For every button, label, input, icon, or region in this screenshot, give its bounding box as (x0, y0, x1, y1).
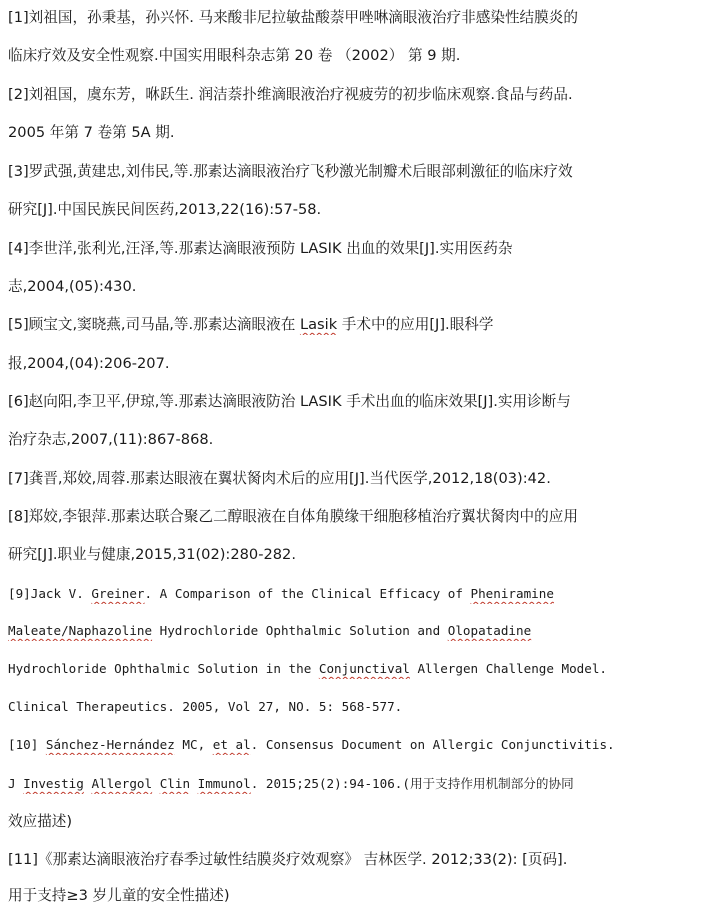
reference-line (8, 200, 716, 220)
text-run: [2]刘祖国，虞东芳，咻跃生. 润洁萘扑维滴眼液治疗视疲劳的初步临床观察.食品与药品. (8, 86, 573, 103)
text-run: 用于支持≥3 岁儿童的安全性描述) (8, 887, 230, 904)
text-run: [4]李世洋,张利光,汪泽,等.那素达滴眼液预防 LASIK 出血的效果[J].实用医药杂 (8, 240, 513, 257)
reference-line (8, 812, 716, 832)
text-run: 2005 年第 7 卷第 5A 期. (8, 124, 175, 141)
text-run: 效应描述) (8, 813, 73, 830)
reference-line (8, 621, 716, 641)
reference-line (8, 8, 716, 28)
spellcheck-flagged-word: Investig (23, 776, 84, 791)
text-run: [1]刘祖国，孙秉基，孙兴怀. 马来酸非尼拉敏盐酸萘甲唑啉滴眼液治疗非感染性结膜炎的 (8, 9, 578, 26)
spellcheck-flagged-word: Pheniramine (470, 586, 554, 601)
reference-line (8, 659, 716, 679)
text-run: 研究[J].职业与健康,2015,31(02):280-282. (8, 546, 296, 563)
spellcheck-flagged-word: et al (212, 737, 251, 752)
reference-line (8, 354, 716, 374)
reference-line (8, 123, 716, 143)
text-run: [5]顾宝文,窦晓燕,司马晶,等.那素达滴眼液在 (8, 316, 300, 333)
text-run: 志,2004,(05):430. (8, 278, 137, 295)
spellcheck-flagged-word: Allergol (91, 776, 153, 791)
text-run: . Consensus Document on Allergic Conjunctivitis. (250, 737, 615, 752)
text-run: 临床疗效及安全性观察.中国实用眼科杂志第 20 卷 （2002） 第 9 期. (8, 47, 461, 64)
reference-line (8, 469, 716, 489)
reference-line (8, 735, 716, 755)
reference-line (8, 315, 716, 335)
text-run: [10] (8, 737, 46, 752)
spellcheck-flagged-word: Clin (159, 776, 191, 791)
text-run: J (8, 776, 24, 791)
text-run: . A Comparison of the Clinical Efficacy of (144, 586, 471, 601)
text-run: Clinical Therapeutics. 2005, Vol 27, NO. 5: 568-577. (8, 699, 403, 714)
text-run: [7]龚晋,郑姣,周蓉.那素达眼液在翼状胬肉术后的应用[J].当代医学,2012,18(03):42. (8, 470, 551, 487)
reference-line (8, 697, 716, 717)
text-run: Hydrochloride Ophthalmic Solution and (152, 623, 448, 638)
reference-line (8, 430, 716, 450)
reference-line (8, 774, 716, 794)
text-run: 手术中的应用[J].眼科学 (337, 316, 494, 333)
reference-line (8, 85, 716, 105)
spellcheck-flagged-word: Greiner (91, 586, 145, 601)
text-run: . 2015;25(2):94-106.(用于支持作用机制部分的协同 (250, 776, 574, 791)
text-run: 治疗杂志,2007,(11):867-868. (8, 431, 214, 448)
text-run (152, 776, 160, 791)
reference-line (8, 162, 716, 182)
spellcheck-flagged-word: Olopatadine (447, 623, 532, 638)
reference-line (8, 584, 716, 604)
text-run: [8]郑姣,李银萍.那素达联合聚乙二醇眼液在自体角膜缘干细胞移植治疗翼状胬肉中的应用 (8, 508, 578, 525)
text-run: [9]Jack V. (8, 586, 92, 601)
text-run: MC, (174, 737, 213, 752)
spellcheck-flagged-word: Conjunctival (318, 661, 410, 676)
reference-line (8, 850, 716, 870)
text-run: [3]罗武强,黄建忠,刘伟民,等.那素达滴眼液治疗飞秒激光制瓣术后眼部刺激征的临床疗效 (8, 163, 573, 180)
reference-line (8, 886, 716, 906)
reference-line (8, 545, 716, 565)
text-run: Allergen Challenge Model. (409, 661, 608, 676)
reference-line (8, 507, 716, 527)
text-run: 研究[J].中国民族民间医药,2013,22(16):57-58. (8, 201, 322, 218)
text-run: 报,2004,(04):206-207. (8, 355, 170, 372)
text-run: [6]赵向阳,李卫平,伊琼,等.那素达滴眼液防治 LASIK 手术出血的临床效果[J].实用诊断与 (8, 393, 571, 410)
text-run (190, 776, 198, 791)
reference-line (8, 46, 716, 66)
spellcheck-flagged-word: Immunol (197, 776, 251, 791)
spellcheck-flagged-word: Maleate/Naphazoline (8, 623, 153, 638)
text-run: [11]《那素达滴眼液治疗春季过敏性结膜炎疗效观察》 吉林医学. 2012;33(2): [页码]. (8, 851, 568, 868)
spellcheck-flagged-word: Lasik (299, 316, 338, 333)
reference-line (8, 277, 716, 297)
text-run: Hydrochloride Ophthalmic Solution in the (8, 661, 319, 676)
spellcheck-flagged-word: Sánchez-Hernández (45, 737, 175, 752)
reference-line (8, 392, 716, 412)
reference-line (8, 239, 716, 259)
